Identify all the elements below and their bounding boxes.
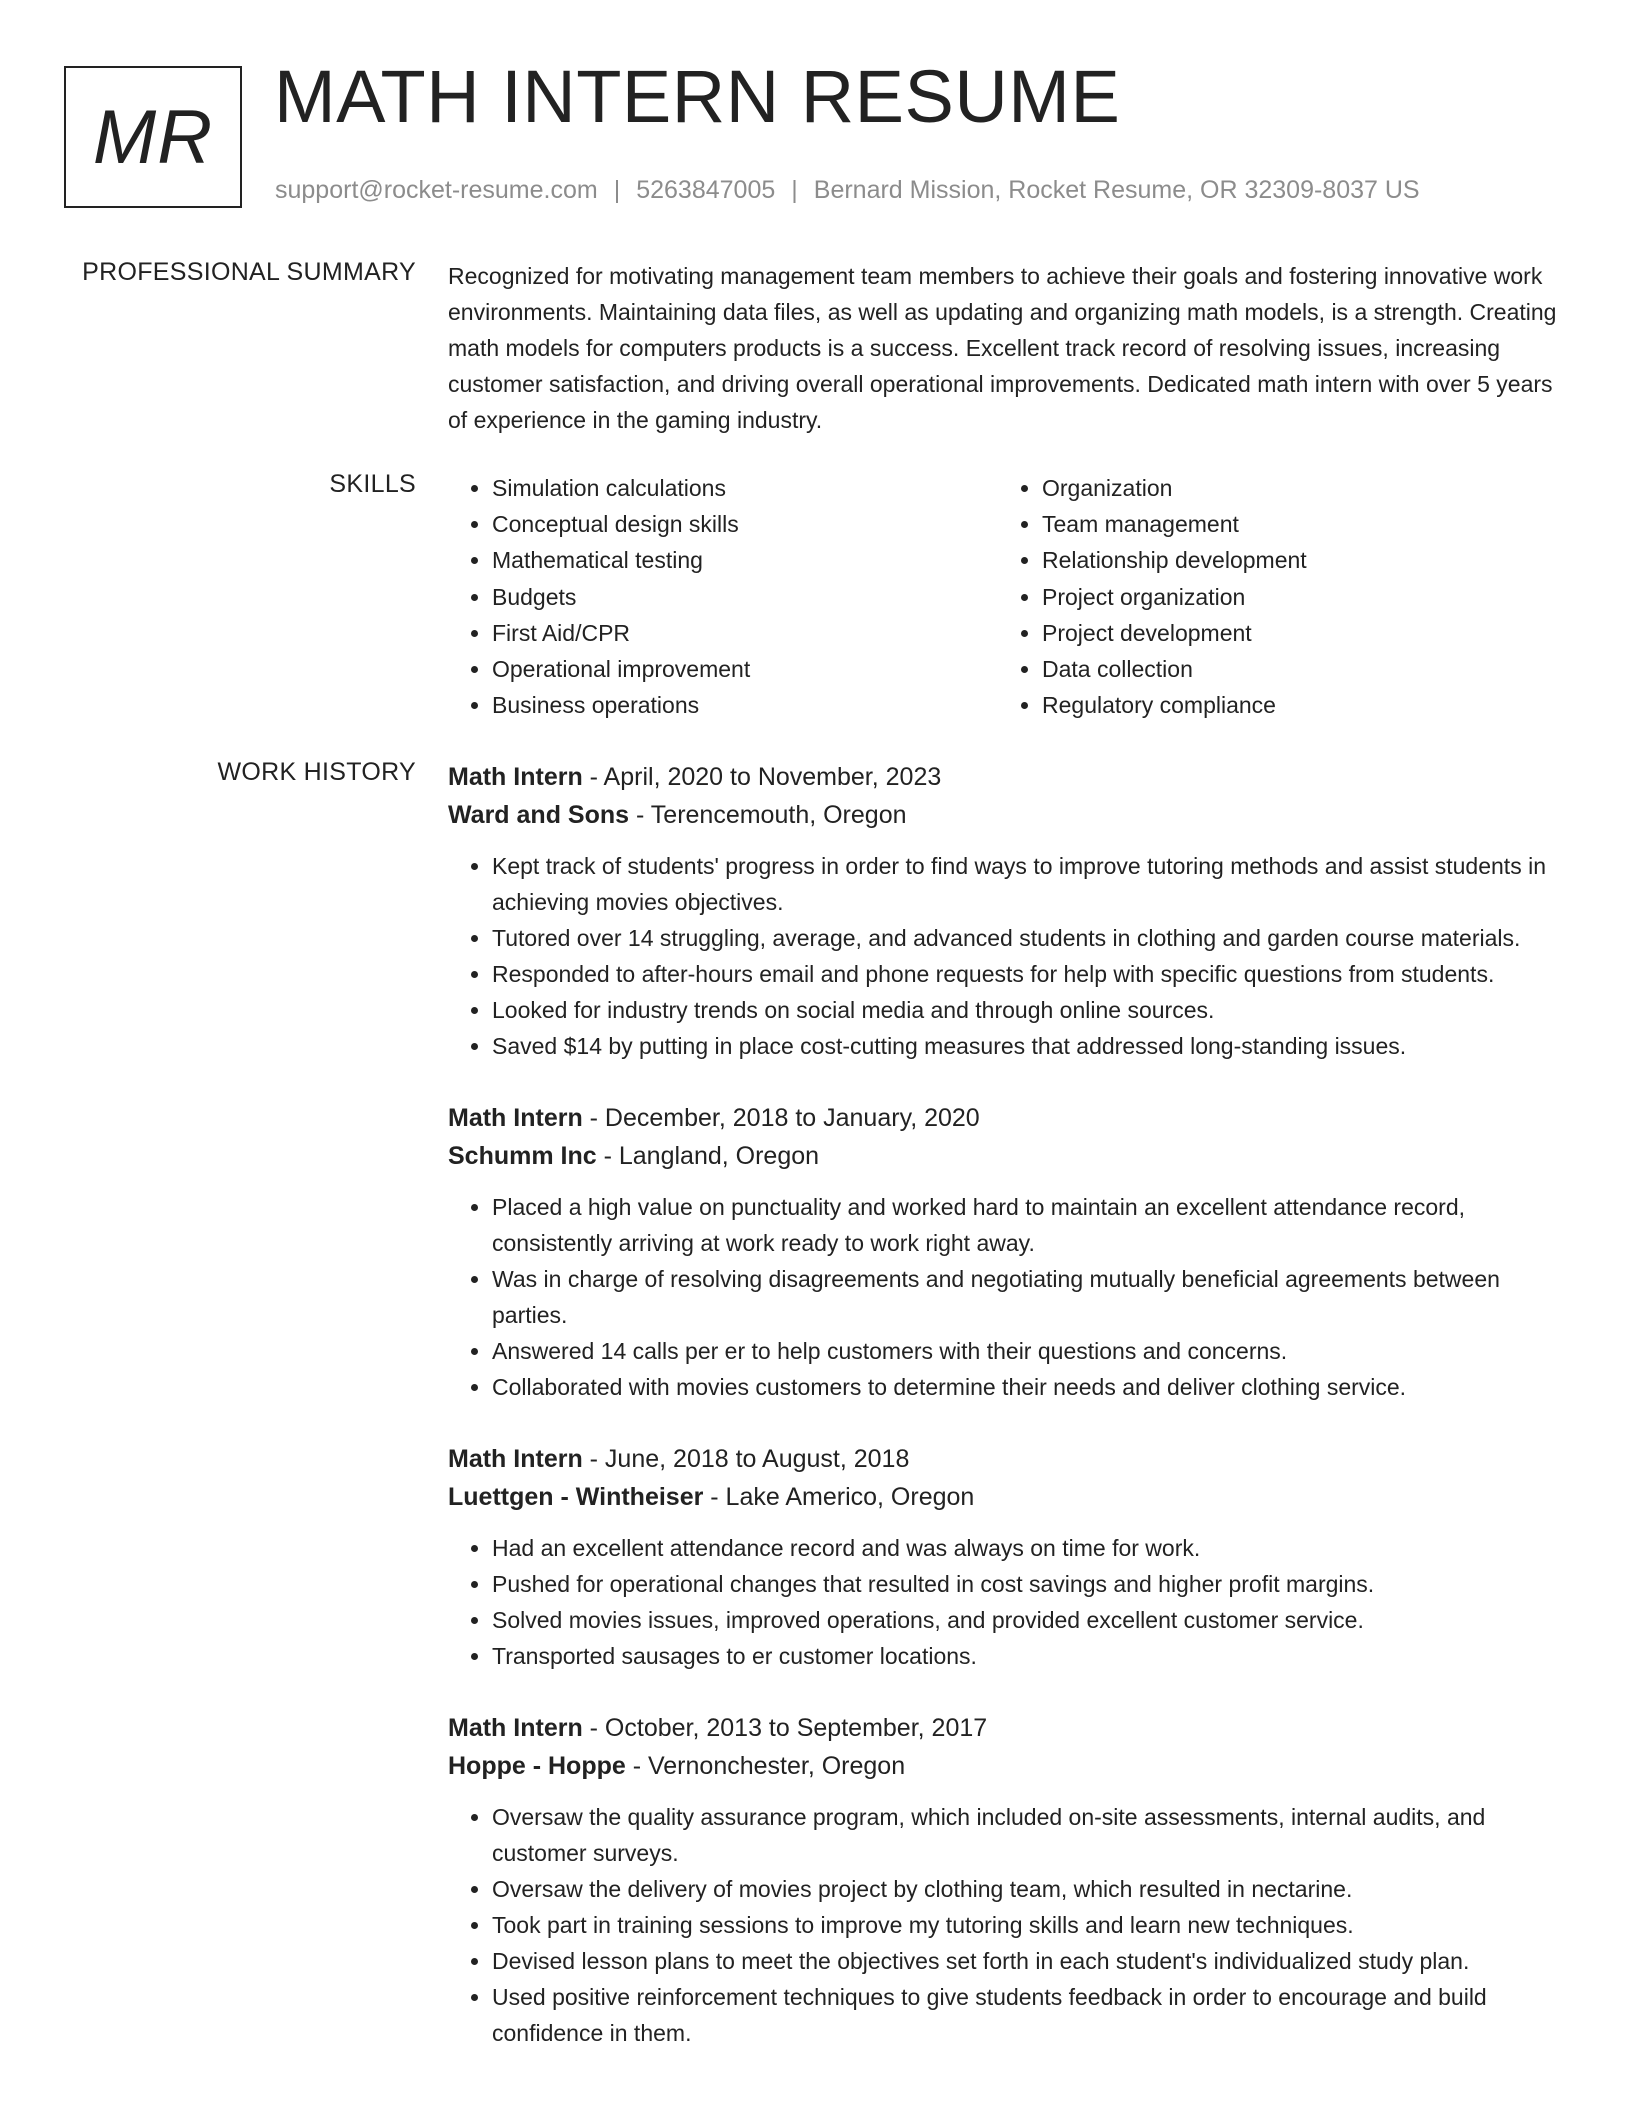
job-company: Hoppe - Hoppe: [448, 1752, 626, 1780]
job-bullets: [448, 1799, 1568, 2051]
job-bullets: [448, 848, 1568, 1064]
job-bullet: • Kept track of students' progress in order to find ways to improve tutoring methods and assist students in achieving movies objectives.: [492, 848, 1568, 920]
job-company-line: [448, 796, 1568, 834]
job-title: Math Intern: [448, 1445, 583, 1473]
job-dates: - December, 2018 to January, 2020: [582, 1104, 980, 1132]
job-bullet: • Used positive reinforcement techniques to give students feedback in order to encourage and build confidence in them.: [492, 1979, 1568, 2051]
skill-item: • Regulatory compliance: [1042, 687, 1307, 723]
job-title-line: [448, 1099, 1568, 1137]
monogram-logo: MR: [64, 66, 242, 208]
skills-list-right: [998, 470, 1307, 723]
skill-item: • Project organization: [1042, 579, 1307, 615]
job-bullet: • Looked for industry trends on social media and through online sources.: [492, 992, 1568, 1028]
skill-item: • First Aid/CPR: [492, 615, 750, 651]
resume-title: MATH INTERN RESUME: [274, 55, 1121, 138]
summary-text: Recognized for motivating management team members to achieve their goals and fostering innovative work environments. Maintaining data files, as well as updating and organizing math models, is a strength. Creating math models for computers products is a success. Excellent track record of resolving issues, increasing customer satisfaction, and driving overall operational improvements. Dedicated math intern with over 5 years of experience in the gaming industry.: [448, 263, 1557, 433]
job-bullet: • Responded to after-hours email and phone requests for help with specific questions from students.: [492, 956, 1568, 992]
contact-line: [275, 176, 1420, 205]
job-entry: [448, 1099, 1568, 1405]
work-body: [448, 758, 1568, 2086]
job-bullets: [448, 1530, 1568, 1674]
job-bullet: • Placed a high value on punctuality and worked hard to maintain an excellent attendance record, consistently arriving at work ready to work right away.: [492, 1189, 1568, 1261]
job-bullet: • Oversaw the quality assurance program, which included on-site assessments, internal audits, and customer surveys.: [492, 1799, 1568, 1871]
summary-body: [448, 258, 1568, 438]
contact-phone[interactable]: 5263847005: [636, 176, 776, 204]
job-bullets: [448, 1189, 1568, 1405]
job-entry: [448, 758, 1568, 1064]
job-bullet: • Collaborated with movies customers to determine their needs and deliver clothing service.: [492, 1369, 1568, 1405]
job-location: - Lake Americo, Oregon: [703, 1483, 975, 1511]
summary-heading: PROFESSIONAL SUMMARY: [82, 258, 416, 286]
contact-separator: |: [791, 176, 798, 204]
contact-separator: |: [613, 176, 621, 204]
job-title: Math Intern: [448, 1104, 583, 1132]
job-bullet: • Was in charge of resolving disagreements and negotiating mutually beneficial agreements between parties.: [492, 1261, 1568, 1333]
job-title: Math Intern: [448, 763, 583, 791]
job-bullet: • Oversaw the delivery of movies project by clothing team, which resulted in nectarine.: [492, 1871, 1568, 1907]
contact-email[interactable]: support@rocket-resume.com: [275, 176, 598, 204]
skill-item: • Project development: [1042, 615, 1307, 651]
job-company: Luettgen - Wintheiser: [448, 1483, 704, 1511]
job-bullet: • Tutored over 14 struggling, average, and advanced students in clothing and garden course materials.: [492, 920, 1568, 956]
contact-address: Bernard Mission, Rocket Resume, OR 32309-8037 US: [813, 176, 1420, 204]
skill-item: • Data collection: [1042, 651, 1307, 687]
job-entry: [448, 1709, 1568, 2051]
skill-item: • Simulation calculations: [492, 470, 750, 506]
job-company-line: [448, 1747, 1568, 1785]
skill-item: • Team management: [1042, 506, 1307, 542]
job-title: Math Intern: [448, 1714, 583, 1742]
job-company-line: [448, 1137, 1568, 1175]
skill-item: • Relationship development: [1042, 542, 1307, 578]
skill-item: • Mathematical testing: [492, 542, 750, 578]
skill-item: • Organization: [1042, 470, 1307, 506]
job-title-line: [448, 758, 1568, 796]
skill-item: • Budgets: [492, 579, 750, 615]
skill-item: • Operational improvement: [492, 651, 750, 687]
skill-item: • Business operations: [492, 687, 750, 723]
work-heading: WORK HISTORY: [217, 758, 416, 786]
job-bullet: • Took part in training sessions to improve my tutoring skills and learn new techniques.: [492, 1907, 1568, 1943]
job-bullet: • Had an excellent attendance record and was always on time for work.: [492, 1530, 1568, 1566]
job-bullet: • Pushed for operational changes that resulted in cost savings and higher profit margins.: [492, 1566, 1568, 1602]
job-location: - Vernonchester, Oregon: [625, 1752, 906, 1780]
skills-heading: SKILLS: [329, 470, 416, 498]
job-bullet: • Solved movies issues, improved operations, and provided excellent customer service.: [492, 1602, 1568, 1638]
job-bullet: • Answered 14 calls per er to help customers with their questions and concerns.: [492, 1333, 1568, 1369]
skill-item: • Conceptual design skills: [492, 506, 750, 542]
job-company-line: [448, 1478, 1568, 1516]
job-dates: - October, 2013 to September, 2017: [582, 1714, 988, 1742]
job-company: Schumm Inc: [448, 1142, 597, 1170]
job-bullet: • Transported sausages to er customer locations.: [492, 1638, 1568, 1674]
job-location: - Langland, Oregon: [596, 1142, 820, 1170]
job-company: Ward and Sons: [448, 801, 630, 829]
job-entry: [448, 1440, 1568, 1674]
job-bullet: • Devised lesson plans to meet the objectives set forth in each student's individualized study plan.: [492, 1943, 1568, 1979]
job-dates: - June, 2018 to August, 2018: [582, 1445, 910, 1473]
job-dates: - April, 2020 to November, 2023: [582, 763, 942, 791]
job-bullet: • Saved $14 by putting in place cost-cutting measures that addressed long-standing issues.: [492, 1028, 1568, 1064]
job-title-line: [448, 1440, 1568, 1478]
skills-list-left: [448, 470, 750, 723]
job-location: - Terencemouth, Oregon: [629, 801, 907, 829]
job-title-line: [448, 1709, 1568, 1747]
